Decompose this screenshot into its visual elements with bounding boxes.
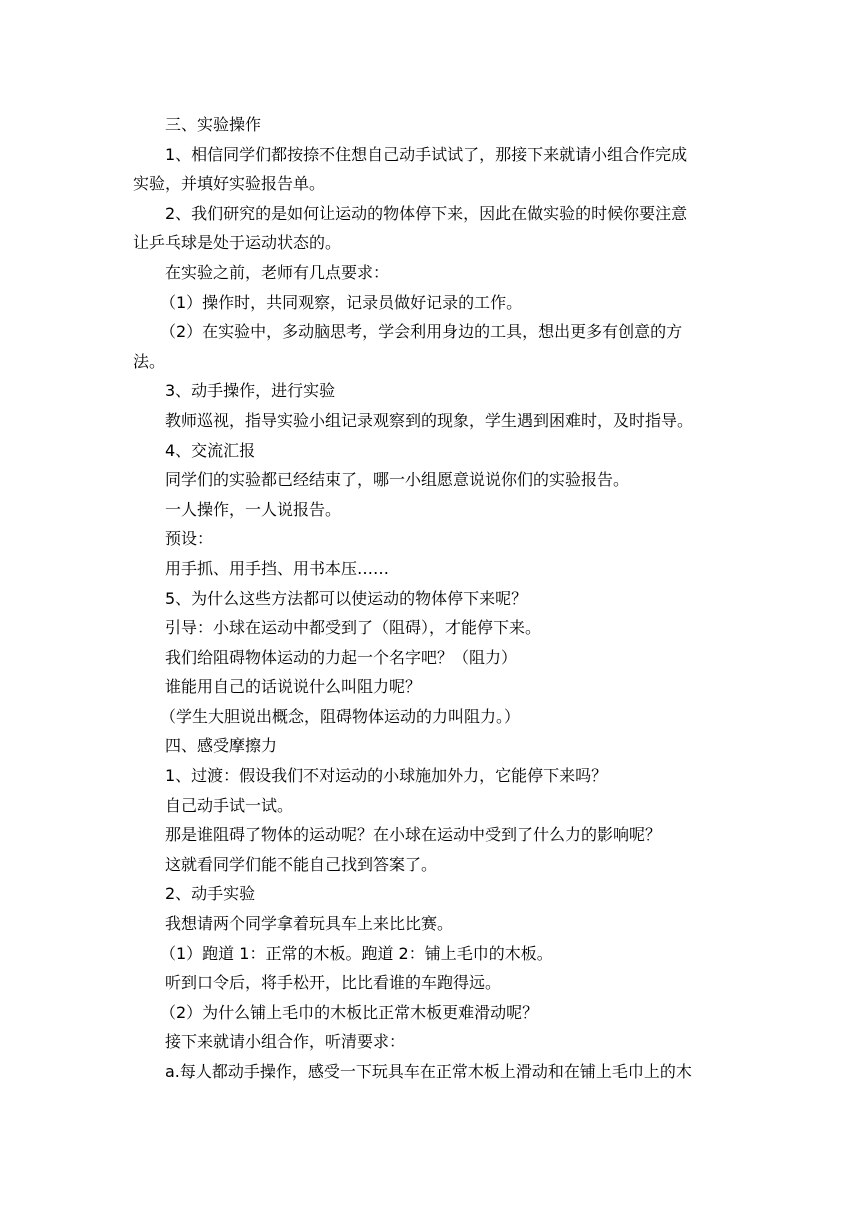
- paragraph-line: 1、相信同学们都按捺不住想自己动手试试了，那接下来就请小组合作完成: [165, 144, 688, 164]
- paragraph-line: 5、为什么这些方法都可以使运动的物体停下来呢？: [165, 588, 528, 608]
- paragraph-line: 4、交流汇报: [165, 440, 256, 460]
- section-heading-experiment: 三、实验操作: [165, 115, 262, 134]
- paragraph-line: （2）为什么铺上毛巾的木板比正常木板更难滑动呢？: [160, 1002, 539, 1022]
- paragraph-line: 在实验之前，老师有几点要求：: [165, 262, 390, 282]
- section-heading-friction: 四、感受摩擦力: [165, 736, 278, 756]
- paragraph-line: 那是谁阻碍了物体的运动呢？在小球在运动中受到了什么力的影响呢？: [165, 825, 662, 845]
- paragraph-line: （1）操作时，共同观察，记录员做好记录的工作。: [160, 292, 523, 312]
- paragraph-line: 3、动手操作，进行实验: [165, 381, 336, 401]
- paragraph-line: a.每人都动手操作，感受一下玩具车在正常木板上滑动和在铺上毛巾上的木: [165, 1062, 692, 1081]
- paragraph-line: 我想请两个同学拿着玩具车上来比比赛。: [165, 914, 454, 934]
- paragraph-line: 自己动手试一试。: [165, 795, 294, 815]
- paragraph-line: 用手抓、用手挡、用书本压……: [165, 558, 390, 578]
- paragraph-line: 预设：: [165, 529, 214, 549]
- paragraph-line: 引导：小球在运动中都受到了（阻碍），才能停下来。: [165, 618, 542, 638]
- paragraph-line: （学生大胆说出概念，阻碍物体运动的力叫阻力。）: [160, 706, 521, 726]
- paragraph-line: 让乒乓球是处于运动状态的。: [133, 233, 342, 253]
- paragraph-line: 同学们的实验都已经结束了，哪一小组愿意说说你们的实验报告。: [165, 470, 630, 490]
- paragraph-line: 实验，并填好实验报告单。: [133, 174, 326, 194]
- paragraph-line: 法。: [133, 351, 166, 371]
- paragraph-line: 教师巡视，指导实验小组记录观察到的现象，学生遇到困难时，及时指导。: [165, 410, 694, 430]
- paragraph-line: 我们给阻碍物体运动的力起一个名字吧？（阻力）: [165, 647, 518, 667]
- paragraph-line: 这就看同学们能不能自己找到答案了。: [165, 854, 438, 874]
- paragraph-line: （2）在实验中，多动脑思考，学会利用身边的工具，想出更多有创意的方: [160, 322, 683, 342]
- paragraph-line: 2、动手实验: [165, 884, 256, 904]
- paragraph-line: （1）跑道 1：正常的木板。跑道 2：铺上毛巾的木板。: [160, 943, 553, 963]
- paragraph-line: 一人操作，一人说报告。: [165, 499, 342, 519]
- paragraph-line: 接下来就请小组合作，听清要求：: [165, 1032, 406, 1052]
- paragraph-line: 2、我们研究的是如何让运动的物体停下来，因此在做实验的时候你要注意: [165, 203, 688, 223]
- paragraph-line: 听到口令后，将手松开，比比看谁的车跑得远。: [165, 973, 502, 993]
- paragraph-line: 谁能用自己的话说说什么叫阻力呢？: [165, 677, 422, 697]
- paragraph-line: 1、过渡：假设我们不对运动的小球施加外力，它能停下来吗？: [165, 766, 608, 786]
- document-body: [133, 110, 733, 1087]
